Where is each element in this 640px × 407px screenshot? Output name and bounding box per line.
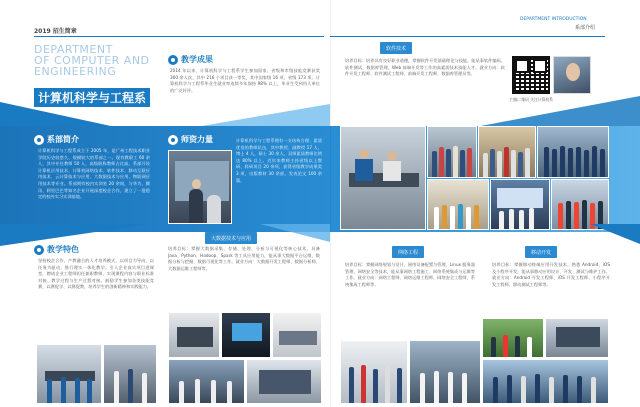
results-text: 2014 年以来，计算机科学与工程系学生参加国家、省级和市级技能竞赛获奖 300 余人次，其中 216 个项目获一等奖，其中国家级 16 项、省级 173 项。计算机科学与工程系毕业生就业率连续多年保持 98% 以上，毕业生受到用人单位的广泛好评。 [170,68,320,93]
network-photo-1 [340,340,408,404]
classroom-photo-2 [490,179,550,230]
group-photo-3 [537,126,609,178]
training-photo-5 [246,359,322,404]
major-tag-mobile: 移动开发 [525,246,557,258]
mobile-text: 培养目标：掌握移动终端应用开发技术，熟悉 Android、iOS 及小程序开发，能从事移动应用设计、开发、测试与维护工作。就业方向：Android 开发工程师、iOS 开发工程师、小程序开发工程师、移动测试工程师等。 [492,262,610,287]
mobile-photo-3 [482,359,609,404]
major-tag-network: 网络工程 [392,246,424,258]
heading-dot-icon [34,135,44,145]
qr-code [512,56,550,94]
training-photo-1 [168,312,220,358]
lab-photo-3 [103,344,157,404]
department-english-title [34,44,150,77]
teaching-text: 坚持校企合作、产教融合的人才培养模式，以项目为导向、以任务为驱动，推行理实一体化教学。引入企业真实项目进课堂，聘请企业工程师担任兼职教师，实现课程内容与职业标准对接、教学过程与生产过程对接。鼓励学生参加各类技能竞赛，以赛促学、以赛促教，培养学生的创新精神和实践能力。 [38,258,154,290]
faculty-text: 计算机科学与工程系拥有一支结构合理、素质优良的教师队伍，其中教授、副教授 17 人，博士 4 人，硕士 30 余人，双师素质教师比例达 80% 以上。近年来教师主持省级以上教研、科研项目 20 余项，获得省级教学成果奖 3 项，出版教材 30 余部，发表论文 100 余篇。 [236,138,322,183]
dept-intro-cn: 系部介绍 [575,25,596,31]
department-chinese-title: 计算机科学与工程系 [34,88,150,107]
training-photo-4 [168,359,245,404]
training-photo-3 [272,312,322,358]
faculty-heading-label: 师资力量 [181,135,213,144]
results-heading-label: 教学成果 [181,55,213,64]
lab-photo-1 [340,126,426,230]
teaching-heading-label: 教学特色 [47,245,79,254]
header-rule-left [34,36,324,37]
bigdata-text: 培养目标：掌握大数据采集、存储、处理、分析与可视化等核心技术，具备 Java、Python、Hadoop、Spark 等工具应用能力，能从事大数据平台运维、数据分析与挖掘、数据可视化等工作。就业方向：大数据开发工程师、数据分析师、大数据运维工程师等。 [168,246,320,271]
dept-intro-en: DEPARTMENT INTRODUCTION [520,17,587,22]
faculty-heading [168,134,213,145]
group-photo-1 [427,126,477,178]
qr-portrait [553,56,591,94]
mobile-photo-2 [545,318,609,358]
qr-caption: 扫描二维码 关注计算机系 [510,97,553,102]
faculty-photo [168,150,232,224]
training-photo-2 [221,312,271,358]
major-tag-bigdata: 大数据技术与应用 [205,232,257,244]
dept-en-line-3: ENGINEERING [34,65,117,78]
overview-heading [34,134,79,145]
page-fold [330,0,331,407]
overview-text: 计算机科学与工程系成立于 2005 年，是广州工程技术职业学院历史较悠久、规模较大的系部之一。现有教职工 60 余人，其中专任教师 50 人，高级职称教师占比高。系部开设计算机应用技术、计算机网络技术、软件技术、移动互联应用技术、云计算技术与应用、大数据技术与应用、物联网应用技术等专业。系部拥有校内实训室 20 余间，与华为、腾讯、阿里巴巴等知名企业开展深度校企合作，建立了一批稳定的校外实习实训基地。 [38,148,150,200]
bottom-triangles [0,224,640,246]
lab-photo-2 [36,344,102,404]
header-rule-right [330,36,605,37]
network-text: 培养目标：掌握网络规划与设计、网络设备配置与管理、Linux 服务器管理、网络安全等技术，能从事网络工程施工、网络系统集成与运维等工作。就业方向：网络工程师、网络运维工程师、网络安全工程师、系统集成工程师等。 [345,262,475,287]
heading-dot-icon [168,135,178,145]
results-heading [168,54,213,65]
teaching-heading [34,244,79,255]
software-text: 培养目标：培养具有良好职业道德，掌握软件开发基础理论与技能，能从事软件编码、软件测试、数据库管理、Web 前端开发等工作的高素质技术技能人才。就业方向：软件开发工程师、软件测试工程师、前端开发工程师、数据库管理员等。 [345,58,505,77]
heading-dot-icon [34,245,44,255]
overview-heading-label: 系部简介 [47,135,79,144]
dept-en-line-1: DEPARTMENT [34,43,113,56]
major-tag-software: 软件技术 [380,42,412,54]
classroom-photo-1 [427,179,489,230]
brochure-title: 2019 招生简章 [34,28,77,35]
mobile-photo-1 [482,318,544,358]
heading-dot-icon [168,55,178,65]
network-photo-2 [409,340,481,404]
group-photo-2 [478,126,536,178]
classroom-photo-3 [551,179,609,230]
dept-en-line-2: OF COMPUTER AND [34,54,150,67]
